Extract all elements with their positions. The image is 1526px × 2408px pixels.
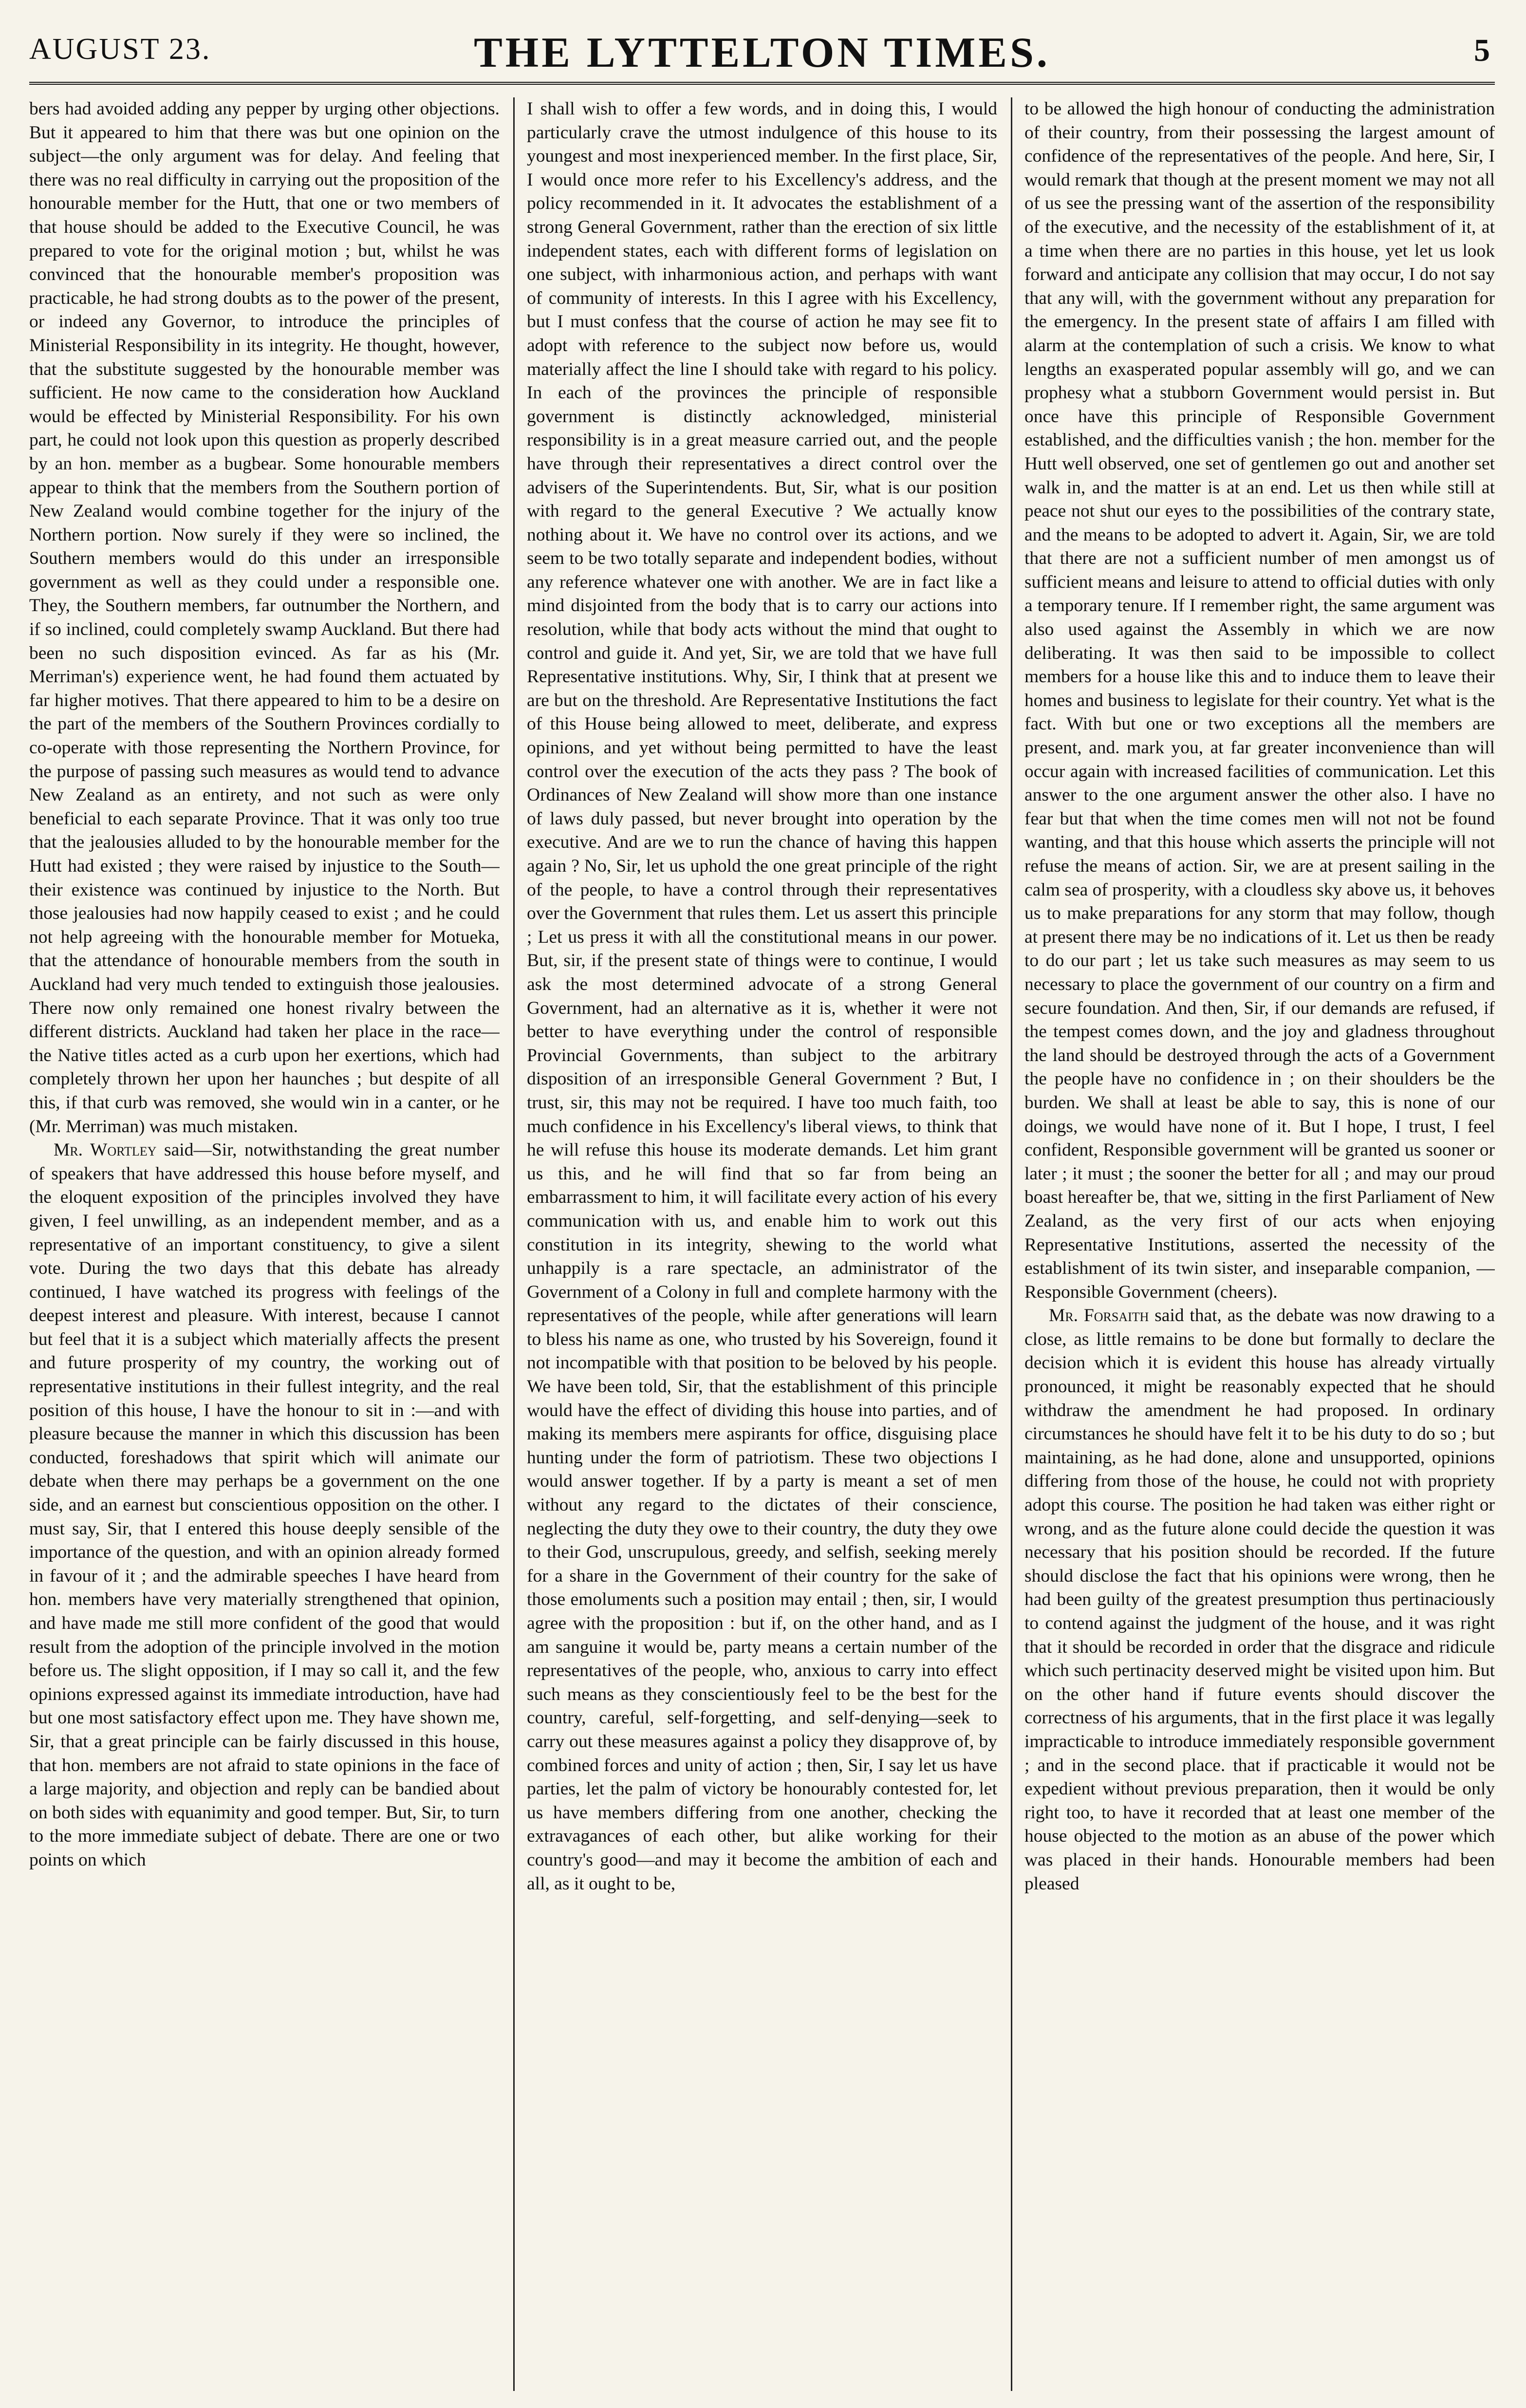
column-divider — [513, 97, 515, 2391]
speaker-name: Mr. Wortley — [54, 1140, 157, 1160]
paragraph-wortley-continued: I shall wish to offer a few words, and in doing this, I would particularly crave the utmost indulgence of this house to its youngest and most inexperienced member. In the first place, Sir, I would once more refer to his Excellency's address, and the policy recommended in it. It advocates the establishment of a strong General Government, rather than the erection of six little independent states, each with different forms of legislation on one subject, with inharmonious action, and perhaps with want of community of interests. In this I agree with his Excellency, but I must confess that the course of action he may see fit to adopt with reference to the subject now before us, would materially affect the line I should take with regard to his policy. In each of the provinces the principle of responsible government is distinctly acknowledged, ministerial responsibility is in a great measure carried out, and the people have through their representatives a direct control over the advisers of the Superintendents. But, Sir, what is our position with regard to the general Executive ? We actually know nothing about it. We have no control over its actions, and we seem to be two totally separate and independent bodies, without any reference whatever one with another. We are in fact like a mind disjointed from the body that is to carry our actions into resolution, while that body acts without the mind that ought to control and guide it. And yet, Sir, we are told that we have full Representative institutions. Why, Sir, I think that at present we are but on the threshold. Are Representative Institutions the fact of this House being allowed to meet, deliberate, and express opinions, and yet without being permitted to have the least control over the execution of the acts they pass ? The book of Ordinances of New Zealand will show more than one instance of laws duly passed, but never brought into operation by the executive. And are we to run the chance of having this happen again ? No, Sir, let us uphold the one great principle of the right of the people, to have a control through their representatives over the Government that rules them. Let us assert this principle ; Let us press it with all the constitutional means in our power. But, sir, if the present state of things were to continue, I would ask the most determined advocate of a strong General Government, had an alternative as it is, whether it were not better to have everything under the control of responsible Provincial Governments, than subject to the arbitrary disposition of an irresponsible General Government ? But, I trust, sir, this may not be required. I have too much faith, too much confidence in his Excellency's liberal views, to think that he will refuse this house its moderate demands. Let him grant us this, and he will find that so far from being an embarrassment to him, it will facilitate every action of his every communication with us, and enable him to work out this constitution in its integrity, shewing to the world what unhappily is a rare spectacle, an administrator of the Government of a Colony in full and complete harmony with the representatives of the people, while after generations will learn to bless his name as one, who trusted by his Sovereign, found it not incompatible with that position to be beloved by his people. We have been told, Sir, that the establishment of this principle would have the effect of dividing this house into parties, and of making its members mere aspirants for office, disguising place hunting under the form of patriotism. These two objections I would answer together. If by a party is meant a set of men without any regard to the dictates of their conscience, neglecting the duty they owe to their country, the duty they owe to their God, unscrupulous, greedy, and selfish, seeking merely for a share in the Government of their country for the sake of those emoluments such a position may entail ; then, sir, I would agree with the proposition : but if, on the other hand, and as I am sanguine it would be, party means a certain number of the representatives of the people, who, anxious to carry into effect such means as they conscientiously feel to be the best for the country, careful, self-forgetting, and self-denying—seek to carry out these measures against a policy they disapprove of, by combined forces and unity of action ; then, Sir, I say let us have parties, let the palm of victory be honourably contested for, let us have members differing from one another, checking the extravagances of each other, but alike working for their country's good—and may it become the ambition of each and all, as it ought to be, — [527, 99, 997, 1894]
column-divider — [1011, 97, 1012, 2391]
column-1 — [29, 97, 500, 2391]
paragraph-forsaith — [1024, 1304, 1495, 1896]
speaker-name: Mr. Forsaith — [1049, 1306, 1149, 1326]
paragraph-wortley — [29, 1139, 500, 1872]
article-columns — [29, 97, 1495, 2391]
paragraph-wortley-conclusion: to be allowed the high honour of conducting the administration of their country, from their possessing the largest amount of confidence of the representatives of the people. And here, Sir, I would remark that though at the present moment we may not all of us see the pressing want of the assertion of the responsibility of the executive, and the necessity of the establishment of it, at a time when there are no parties in this house, yet let us look forward and anticipate any collision that may occur, I do not say that any will, with the government without any preparation for the emergency. In the present state of affairs I am filled with alarm at the contemplation of such a crisis. We know to what lengths an exasperated popular assembly will go, and we can prophesy what a stubborn Government would persist in. But once have this principle of Responsible Government established, and the difficulties vanish ; the hon. member for the Hutt well observed, one set of gentlemen go out and another set walk in, and the matter is at an end. Let us then while still at peace not shut our eyes to the possibilities of the contrary state, and the means to be adopted to advert it. Again, Sir, we are told that there are not a sufficient number of men amongst us of sufficient means and leisure to attend to official duties with only a temporary tenure. If I remember right, the same argument was also used against the Assembly in which we are now deliberating. It was then said to be impossible to collect members for a house like this and to induce them to leave their homes and business to legislate for their country. Yet what is the fact. With but one or two exceptions all the members are present, and. mark you, at far greater inconvenience than will occur again with increased facilities of communication. Let this answer to the one argument answer the other also. I have no fear but that when the time comes men will not not be found wanting, and that this house which asserts the principle will not refuse the means of action. Sir, we are at present sailing in the calm sea of prosperity, with a cloudless sky above us, it behoves us to make preparations for any storm that may follow, though at present there may be no indications of it. Let us then be ready to do our part ; let us take such measures as may seem to us necessary to place the government of our country on a firm and secure foundation. And then, Sir, if our demands are refused, if the tempest comes down, and the joy and gladness throughout the land should be destroyed through the acts of a Government the people have no confidence in ; on their shoulders be the burden. We shall at least be able to say, this is none of our doings, we would have none of it. But I hope, I trust, I feel confident, Responsible government will be granted us sooner or later ; it must ; the sooner the better for all ; and may our proud boast hereafter be, that we, sitting in the first Parliament of New Zealand, as the very first of our acts when enjoying Representative Institutions, asserted the necessity of the establishment of its twin sister, and inseparable companion, — Responsible Government (cheers). — [1024, 99, 1495, 1302]
column-2 — [527, 97, 997, 2391]
masthead — [29, 28, 1495, 85]
paragraph-merriman-continued: bers had avoided adding any pepper by urging other objections. But it appeared to him that there was but one opinion on the subject—the only argument was for delay. And feeling that there was no real difficulty in carrying out the proposition of the honourable member for the Hutt, that one or two members of that house should be added to the Executive Council, he was prepared to vote for the original motion ; but, whilst he was convinced that the honourable member's proposition was practicable, he had strong doubts as to the power of the present, or indeed any Governor, to introduce the principles of Ministerial Responsibility in its integrity. He thought, however, that the substitute suggested by the honourable member was sufficient. He now came to the consideration how Auckland would be effected by Ministerial Responsibility. For his own part, he could not look upon this question as properly described by an hon. member as a bugbear. Some honourable members appear to think that the members from the Southern portion of New Zealand would combine together for the injury of the Northern portion. Now surely if they were so inclined, the Southern members would do this under an irresponsible government as well as they could under a responsible one. They, the Southern members, far outnumber the Northern, and if so inclined, could completely swamp Auckland. But there had been no such disposition evinced. As far as his (Mr. Merriman's) experience went, he had found them actuated by far higher motives. That there appeared to him to be a desire on the part of the members of the Southern Provinces cordially to co-operate with those representing the Northern Province, for the purpose of passing such measures as would tend to advance New Zealand as an entirety, and not such as were only beneficial to each separate Province. That it was only too true that the jealousies alluded to by the honourable member for the Hutt had existed ; they were raised by injustice to the South—their existence was continued by injustice to the North. But those jealousies had now happily ceased to exist ; and he could not help agreeing with the honourable member for Motueka, that the attendance of honourable members from the south in Auckland had very much tended to extinguish those jealousies. There now only remained one honest rivalry between the different districts. Auckland had taken her place in the race—the Native titles acted as a curb upon her exertions, which had completely thrown her upon her haunches ; but despite of all this, if that curb was removed, she would win in a canter, or he (Mr. Merriman) was much mistaken. — [29, 99, 500, 1137]
speech-text: said that, as the debate was now drawing to a close, as little remains to be done but formally to declare the decision which it is evident this house has already virtually pronounced, it might be reasonably expected that he should withdraw the amendment he had proposed. In ordinary circumstances he should have felt it to be his duty to do so ; but maintaining, as he had done, alone and unsupported, opinions differing from those of the house, he could not with propriety adopt this course. The position he had taken was either right or wrong, and as the future alone could decide the question it was necessary that his position should be recorded. If the future should disclose the fact that his opinions were wrong, then he had been guilty of the greatest presumption thus pertinaciously to contend against the judgment of the house, and it was right that it should be recorded in order that the disgrace and ridicule which such pertinacity deserved might be visited upon him. But on the other hand if future events should discover the correctness of his arguments, that in the first place it was legally impracticable to introduce immediately responsible government ; and in the second place. that if practicable it would not be expedient without previous preparation, then it would be only right too, to have it recorded that at least one member of the house objected to the motion as an abuse of the power which was placed in their hands. Honourable members had been pleased — [1024, 1306, 1495, 1894]
page-number: 5 — [1474, 33, 1490, 68]
issue-date: AUGUST 23. — [29, 33, 211, 66]
newspaper-title: THE LYTTELTON TIMES. — [474, 29, 1050, 76]
speech-text: said—Sir, notwithstanding the great number of speakers that have addressed this house before myself, and the eloquent exposition of the principles involved they have given, I feel unwilling, as an independent member, and as a representative of an important constituency, to give a silent vote. During the two days that this debate has already continued, I have watched its progress with feelings of the deepest interest and pleasure. With interest, because I cannot but feel that it is a subject which materially affects the present and future prosperity of my country, the working out of representative institutions in their fullest integrity, and the real position of this house, I have the honour to sit in :—and with pleasure because the manner in which this discussion has been conducted, foreshadows that spirit which will animate our debate when there may perhaps be a government on the one side, and an earnest but conscientious opposition on the other. I must say, Sir, that I entered this house deeply sensible of the importance of the question, and with an opinion already formed in favour of it ; and the admirable speeches I have heard from hon. members have very materially strengthened that opinion, and have made me still more confident of the good that would result from the adoption of the principle involved in the motion before us. The slight opposition, if I may so call it, and the few opinions expressed against its immediate introduction, have had but one most satisfactory effect upon me. They have shown me, Sir, that a great principle can be fairly discussed in this house, that hon. members are not afraid to state opinions in the face of a large majority, and objection and reply can be bandied about on both sides with equanimity and good temper. But, Sir, to turn to the more immediate subject of debate. There are one or two points on which — [29, 1140, 500, 1870]
column-3 — [1024, 97, 1495, 2391]
